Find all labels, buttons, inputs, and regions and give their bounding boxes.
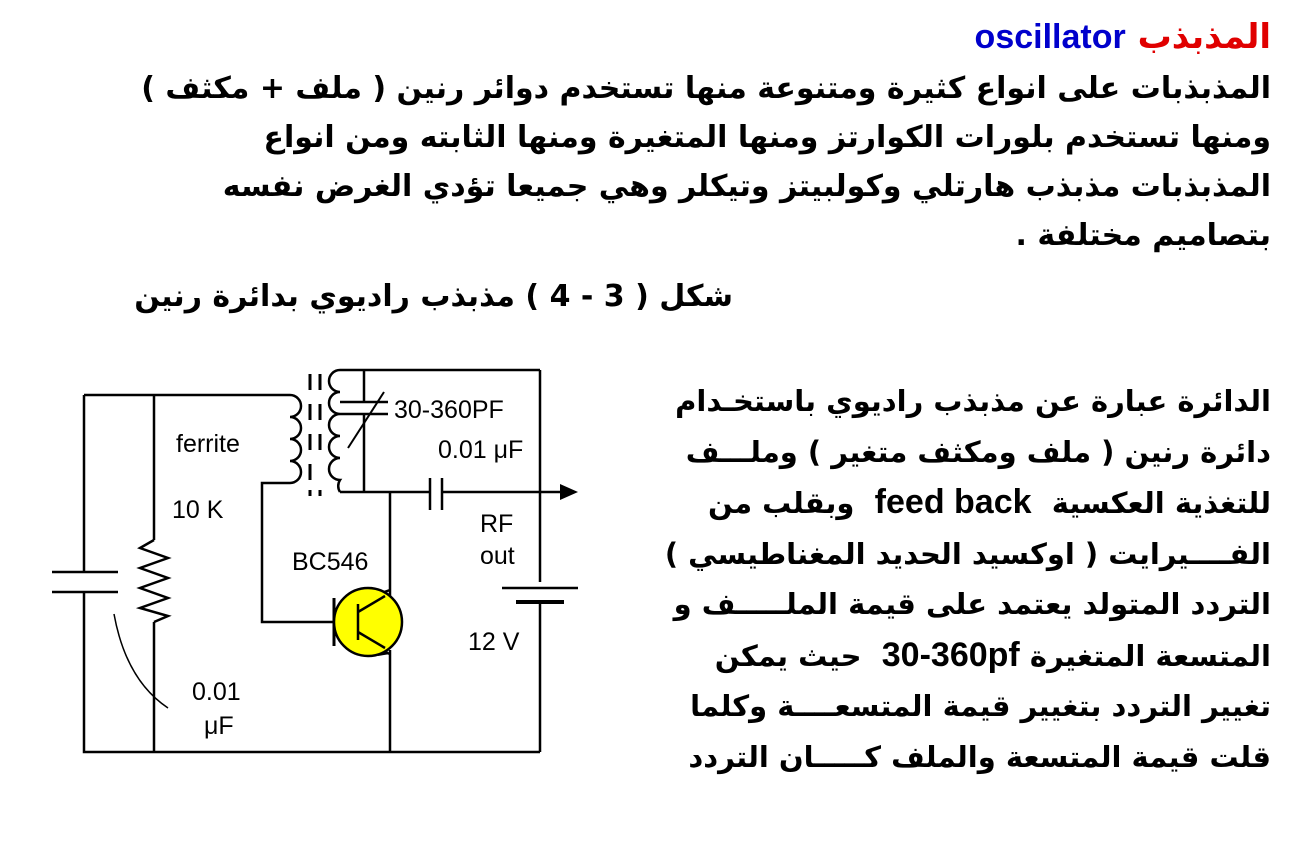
description-line xyxy=(631,477,1271,529)
output-label: out xyxy=(480,542,515,570)
title-arabic: المذبذب xyxy=(1137,17,1271,57)
description-line: دائرة رنين ( ملف ومكثف متغير ) وملـــف xyxy=(685,434,1271,469)
resistor-label: 10 K xyxy=(172,496,224,524)
description-line: الفــــيرايت ( اوكسيد الحديد المغناطيسي ) xyxy=(664,536,1271,571)
page-title xyxy=(31,14,1271,60)
intro-paragraph xyxy=(91,64,1271,260)
figure-caption: شكل ( 3 - 4 ) مذبذب راديوي بدائرة رنين xyxy=(134,279,733,314)
description-line: التردد المتولد يعتمد على قيمة الملـــــف و xyxy=(673,587,1271,621)
variable-capacitor-label: 30-360PF xyxy=(394,396,504,424)
transistor-label: BC546 xyxy=(292,548,369,576)
description-line: قلت قيمة المتسعة والملف كـــــان التردد xyxy=(688,739,1271,774)
description-text: حيث يمكن xyxy=(714,638,862,673)
ferrite-core-dots xyxy=(310,490,320,496)
intro-line: المذبذبات على انواع كثيرة ومتنوعة منها تستخدم دوائر رنين ( ملف + مكثف ) xyxy=(141,71,1271,106)
feedback-term: feed back xyxy=(874,483,1032,521)
coupling-capacitor-symbol xyxy=(430,478,442,510)
description-paragraph xyxy=(631,376,1271,782)
coupling-capacitor-label: 0.01 μF xyxy=(438,436,524,464)
intro-line: المذبذبات مذبذب هارتلي وكولبيتز وتيكلر وهي جميعا تؤدي الغرض نفسه xyxy=(222,169,1271,204)
description-text: للتغذية العكسية xyxy=(1051,486,1271,520)
intro-line: ومنها تستخدم بلورات الكوارتز ومنها المتغيرة ومنها الثابته ومن انواع xyxy=(263,120,1271,155)
description-line xyxy=(631,630,1271,682)
ferrite-label: ferrite xyxy=(176,430,240,458)
description-text: المتسعة المتغيرة xyxy=(1029,638,1271,673)
adjust-arrow xyxy=(114,614,168,708)
tank-coil-right xyxy=(329,370,340,492)
output-label: RF xyxy=(480,510,514,538)
wire xyxy=(84,592,540,752)
description-text: وبقلب من xyxy=(707,486,855,520)
oscillator-circuit-diagram xyxy=(40,360,600,770)
title-english: oscillator xyxy=(974,18,1126,56)
output-arrowhead xyxy=(560,484,578,500)
transistor-symbol xyxy=(334,588,402,656)
description-line: تغيير التردد بتغيير قيمة المتسعــــة وكلما xyxy=(690,689,1271,723)
bypass-capacitor-label: 0.01 xyxy=(192,678,241,706)
tank-coil-left xyxy=(290,395,301,483)
intro-line: بتصاميم مختلفة . xyxy=(1015,218,1271,253)
variable-capacitor-symbol xyxy=(340,402,388,414)
variable-capacitor-arrow xyxy=(348,392,384,448)
capacitance-term: 30-360pf xyxy=(881,635,1020,674)
resistor-symbol xyxy=(140,540,168,622)
battery-label: 12 V xyxy=(468,628,520,656)
bypass-capacitor-unit: μF xyxy=(204,712,234,740)
ferrite-core xyxy=(310,374,320,480)
bypass-capacitor-symbol xyxy=(52,572,118,592)
description-line: الدائرة عبارة عن مذبذب راديوي باستخـدام xyxy=(675,384,1271,418)
